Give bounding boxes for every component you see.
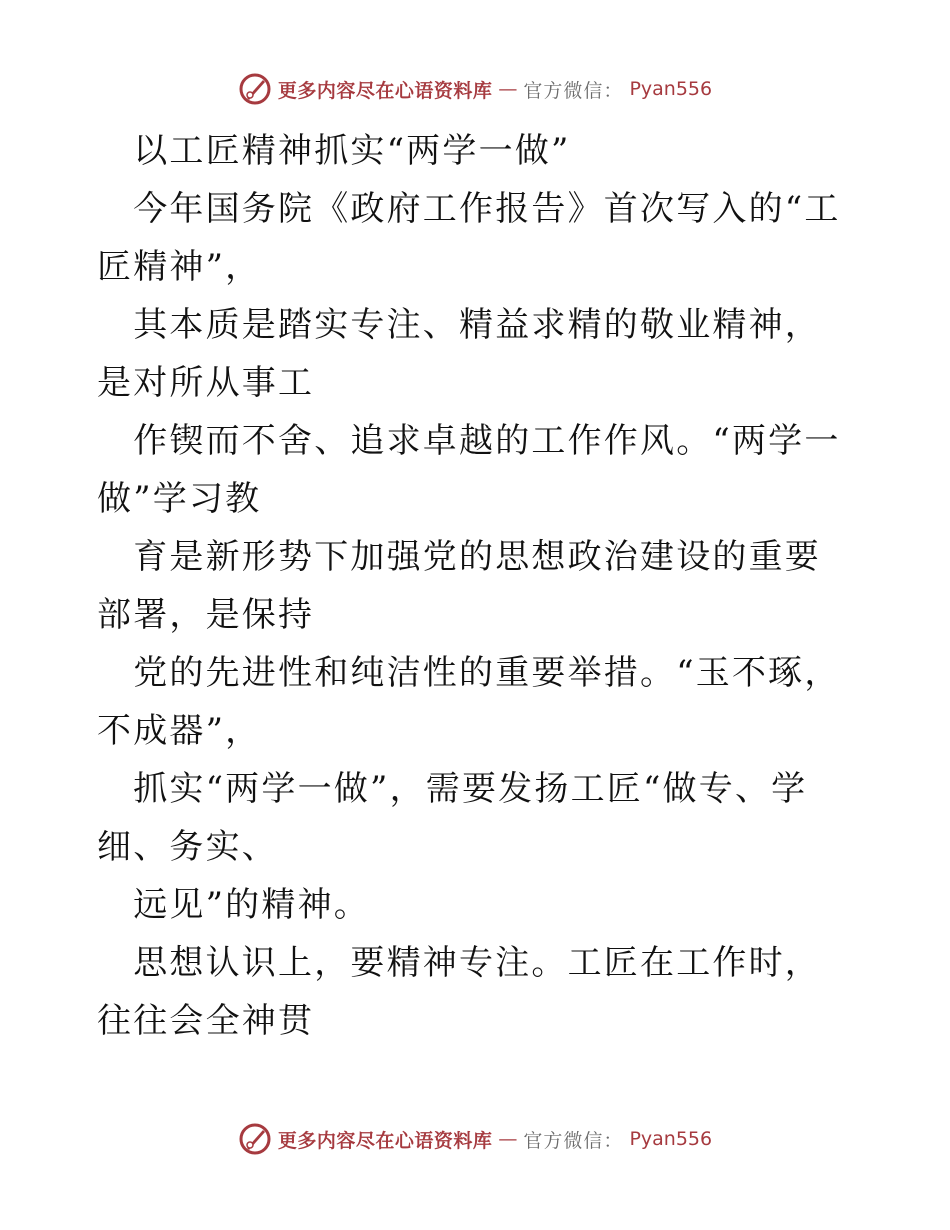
paragraph: 思想认识上，要精神专注。工匠在工作时，往往会全神贯: [97, 943, 821, 1041]
watermark-wechat-id: Pyan556: [629, 1128, 713, 1150]
paragraph: 远见”的精神。: [97, 885, 370, 925]
document-body: [97, 122, 857, 1050]
footer-watermark: [0, 1122, 950, 1156]
paragraph: 党的先进性和纯洁性的重要举措。“玉不琢，不成器”，: [97, 653, 841, 751]
watermark-wechat-id: Pyan556: [629, 78, 713, 100]
paragraph: 其本质是踏实专注、精益求精的敬业精神，是对所从事工: [97, 305, 821, 403]
watermark-brand: 更多内容尽在心语资料库: [277, 79, 493, 102]
watermark-official: 官方微信：: [523, 1129, 624, 1152]
watermark-dash: —: [498, 78, 518, 100]
watermark-dash: —: [498, 1128, 518, 1150]
paragraph-title: 以工匠精神抓实“两学一做”: [97, 131, 571, 171]
paragraph: 抓实“两学一做”，需要发扬工匠“做专、学细、务实、: [97, 769, 808, 867]
header-watermark: [0, 72, 950, 106]
quill-seal-icon: [238, 1122, 272, 1156]
watermark-brand: 更多内容尽在心语资料库: [277, 1129, 493, 1152]
watermark-official: 官方微信：: [523, 79, 624, 102]
paragraph: 作锲而不舍、追求卓越的工作作风。“两学一做”学习教: [97, 421, 841, 519]
paragraph: 今年国务院《政府工作报告》首次写入的“工匠精神”，: [97, 189, 841, 287]
quill-seal-icon: [238, 72, 272, 106]
paragraph: 育是新形势下加强党的思想政治建设的重要部署，是保持: [97, 537, 821, 635]
